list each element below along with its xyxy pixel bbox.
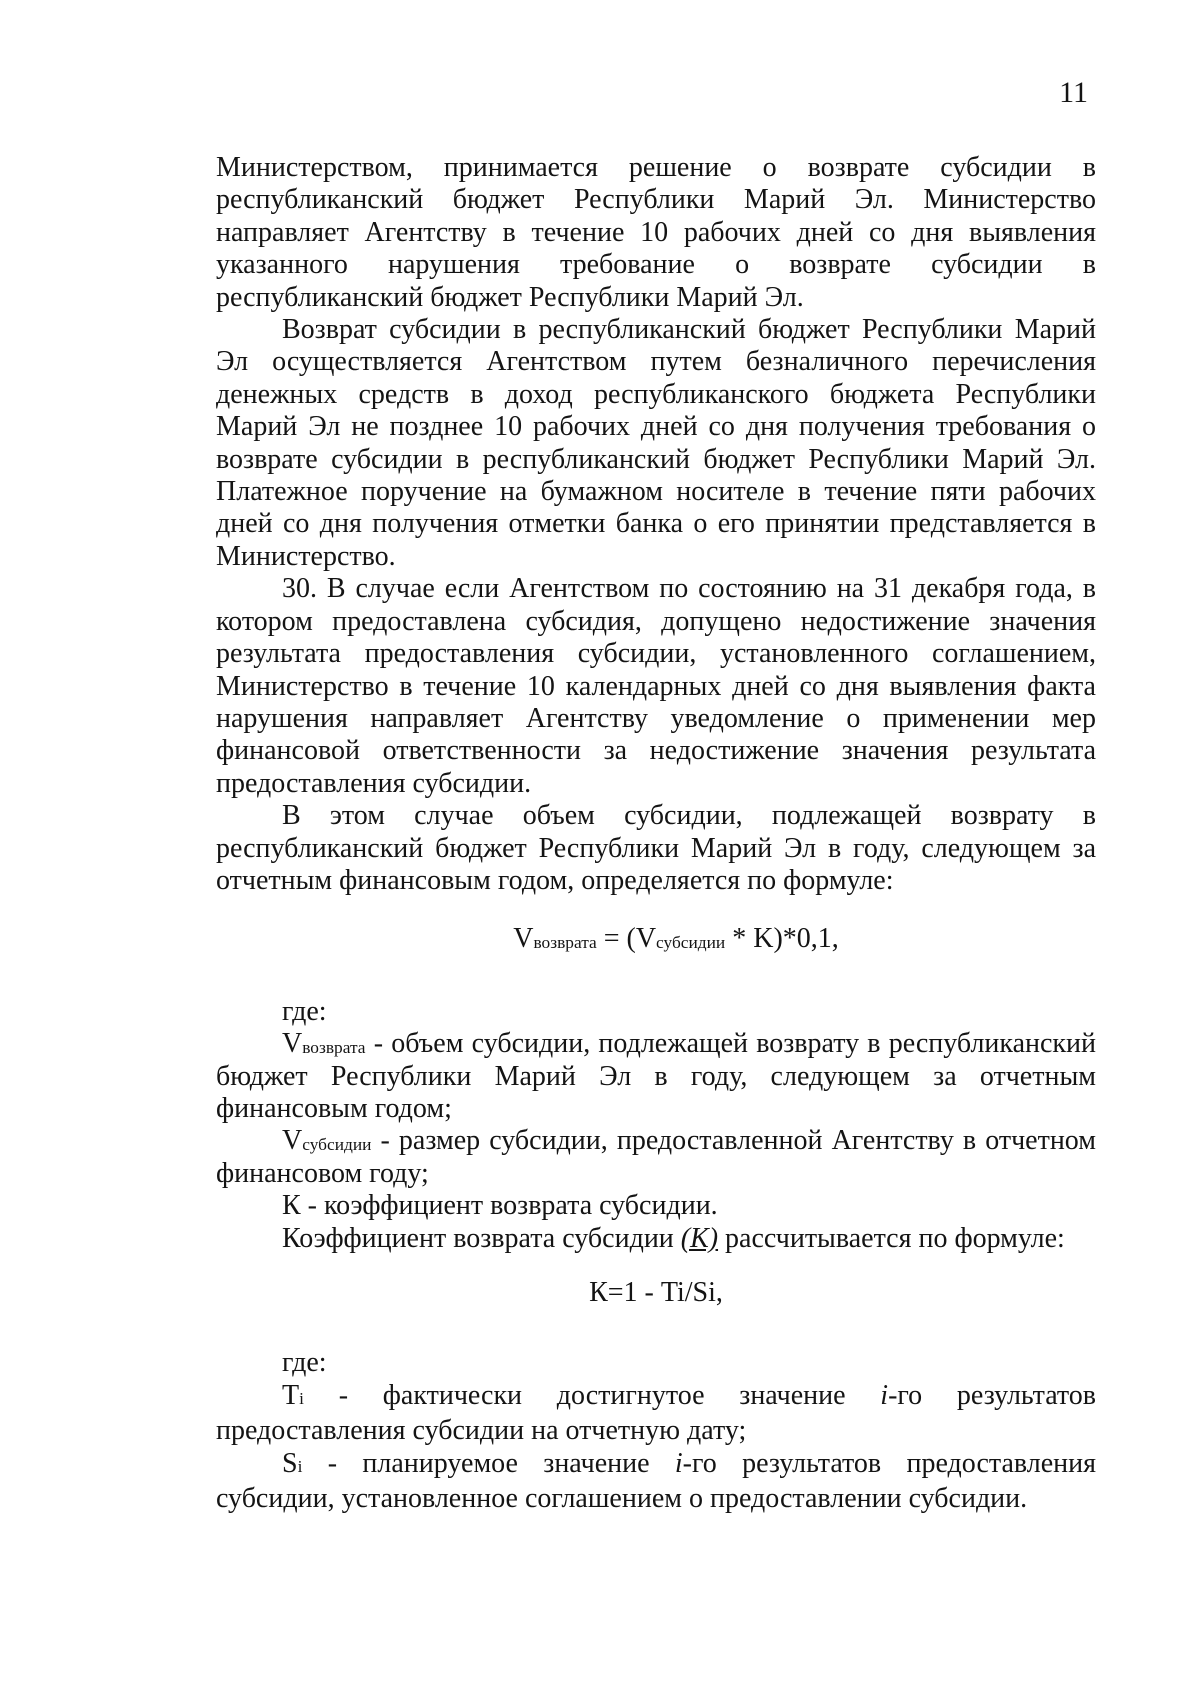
definition-si: Si - планируемое значение i-го результатов предоставления субсидии, установленное соглашением о предоставлении субсидии. — [216, 1447, 1096, 1515]
where-label-1: где: — [282, 995, 327, 1027]
paragraph-refund-procedure: Возврат субсидии в республиканский бюджет Республики Марий Эл осуществляется Агентством путем безналичного перечисления денежных средств в доход республиканского бюджета Республики Марий Эл не позднее 10 рабочих дней со дня получения требования о возврате субсидии в республиканский бюджет Республики Марий Эл. Платежное поручение на бумажном носителе в течение пяти рабочих дней со дня получения отметки банка о его принятии представляется в Министерство. — [216, 314, 1096, 572]
formula-refund-volume: $V_{возврата} = (V_{субсидии} * K)*0,1$, — [513, 923, 839, 955]
formula-coefficient: К=1 - Ti/Si, — [589, 1277, 723, 1308]
definition-k: К - коэффициент возврата субсидии. — [282, 1190, 718, 1222]
page-number: 11 — [1059, 76, 1088, 109]
where-label-2: где: — [282, 1347, 327, 1379]
definition-v-subsidy: $V_{субсидии}$ - размер субсидии, предоставленной Агентству в отчетном финансовом году; — [216, 1125, 1096, 1189]
paragraph-continuation: Министерством, принимается решение о возврате субсидии в республиканский бюджет Республики Марий Эл. Министерство направляет Агентству в течение 10 рабочих дней со дня выявления указанного нарушения требование о возврате субсидии в республиканский бюджет Республики Марий Эл. — [216, 152, 1096, 313]
document-body — [216, 152, 1096, 1515]
paragraph-k-formula-intro: Коэффициент возврата субсидии (К) рассчитывается по формуле: — [282, 1222, 1065, 1254]
definition-ti: Тi - фактически достигнутое значение i-го результатов предоставления субсидии на отчетную дату; — [216, 1379, 1096, 1447]
paragraph-formula-intro: В этом случае объем субсидии, подлежащей возврату в республиканский бюджет Республики Марий Эл в году, следующем за отчетным финансовым годом, определяется по формуле: — [216, 800, 1096, 896]
paragraph-clause-30: 30. В случае если Агентством по состоянию на 31 декабря года, в котором предоставлена субсидия, допущено недостижение значения результата предоставления субсидии, установленного соглашением, Министерство в течение 10 календарных дней со дня выявления факта нарушения направляет Агентству уведомление о применении мер финансовой ответственности за недостижение значения результата предоставления субсидии. — [216, 573, 1096, 799]
definition-v-refund: $V_{возврата}$ - объем субсидии, подлежащей возврату в республиканский бюджет Республики Марий Эл в году, следующем за отчетным финансовым годом; — [216, 1028, 1096, 1124]
